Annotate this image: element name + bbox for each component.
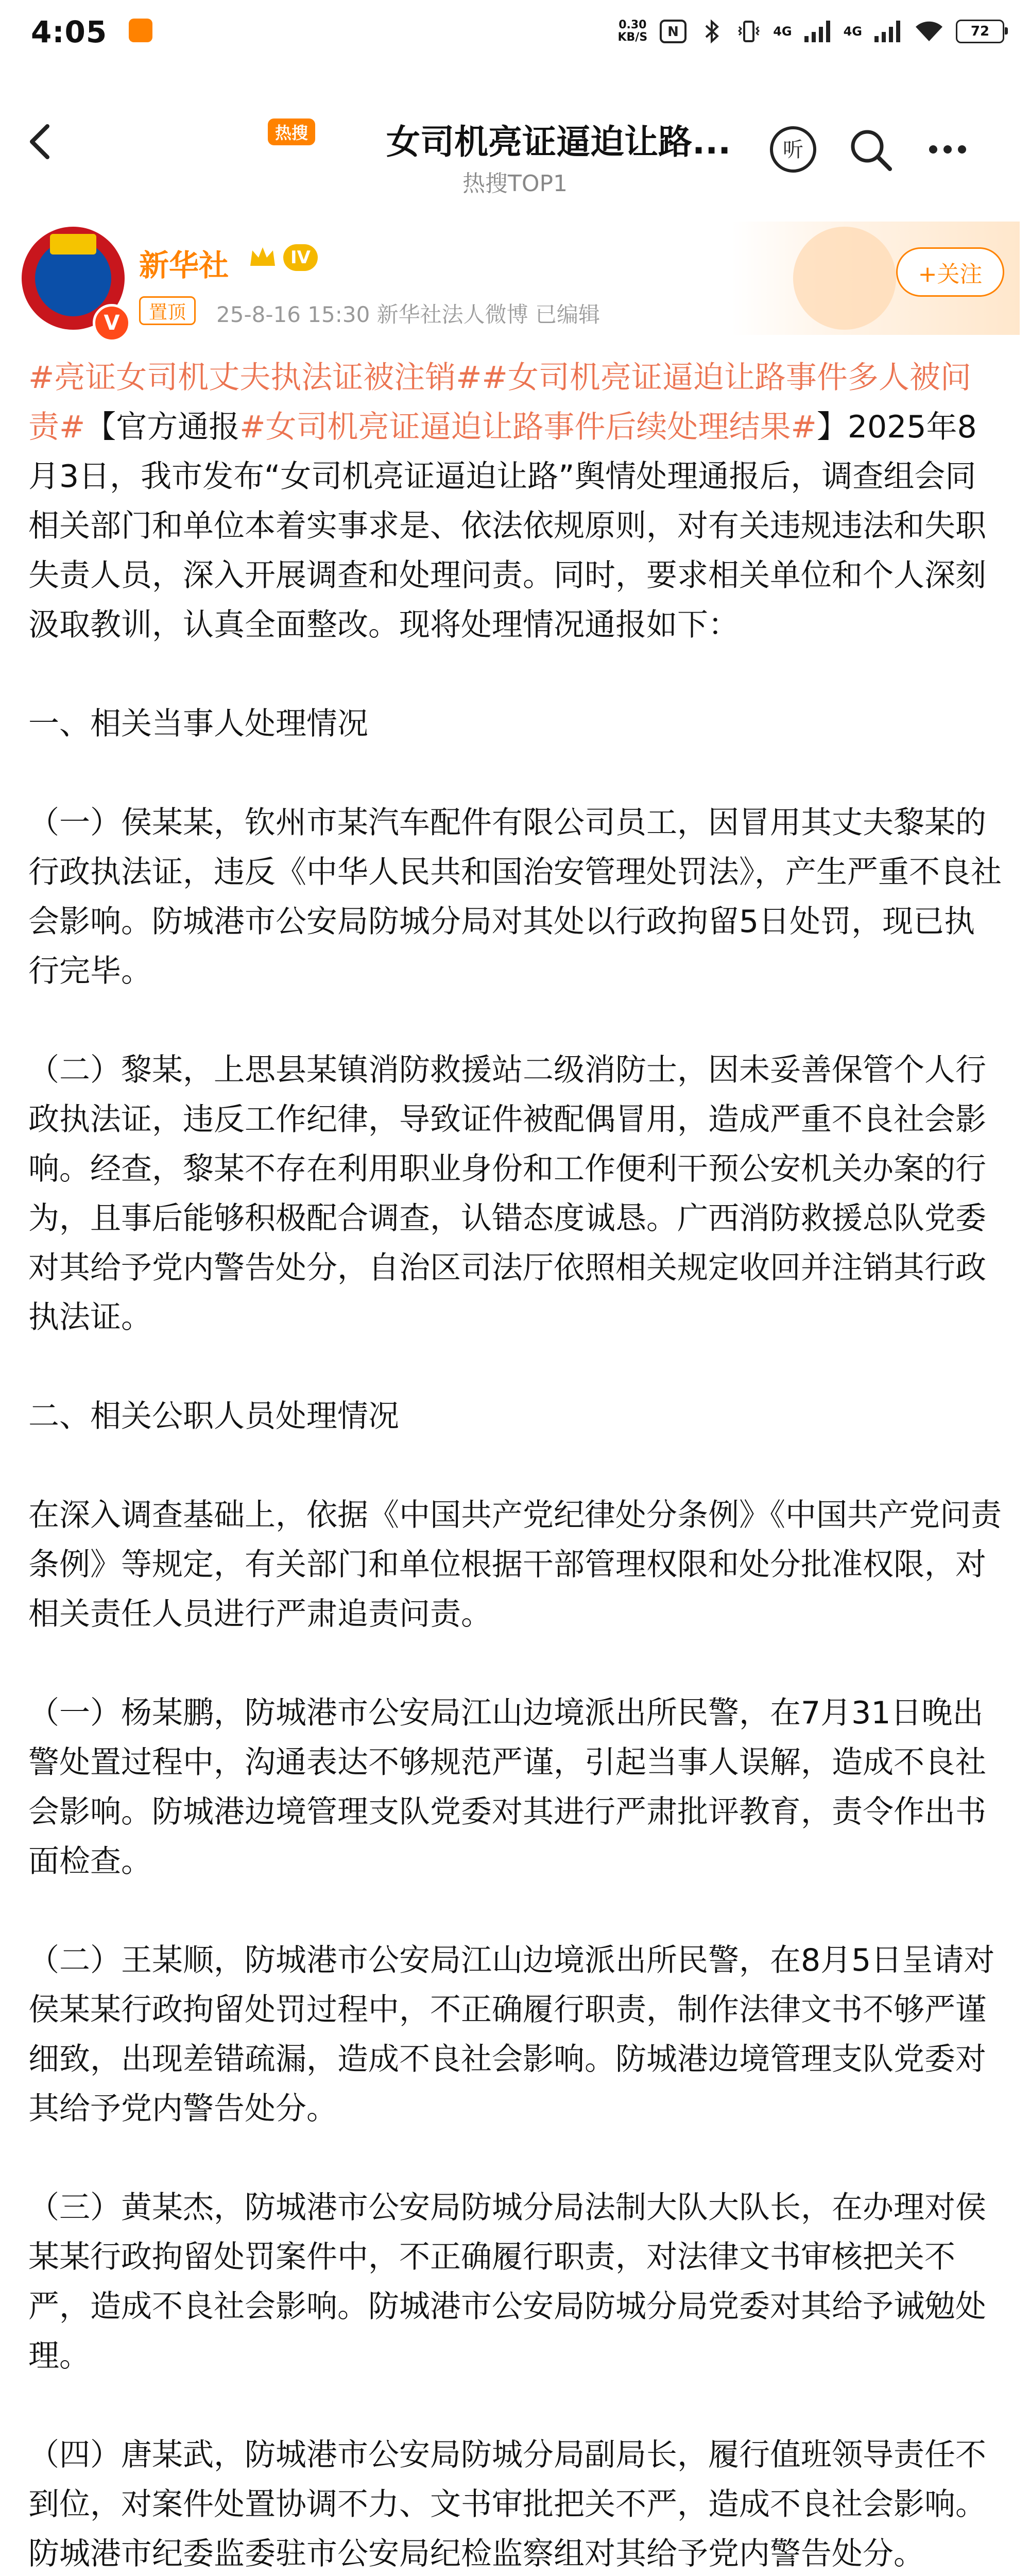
paragraph: （一）侯某某，钦州市某汽车配件有限公司员工，因冒用其丈夫黎某的行政执法证，违反《中华人民共和国治安管理处罚法》，产生严重不良社会影响。防城港市公安局防城分局对其处以行政拘留5日处罚，现已执行完毕。 <box>28 805 1002 989</box>
post-meta: 25-8-16 15:30 新华社法人微博 已编辑 <box>216 302 600 327</box>
listen-button[interactable] <box>767 124 819 175</box>
signal2-label: 4G <box>843 24 862 39</box>
wifi-icon <box>914 20 945 43</box>
verified-badge: V <box>93 304 131 342</box>
paragraph: （二）王某顺，防城港市公安局江山边境派出所民警，在8月5日呈请对侯某某行政拘留处罚过程中，不正确履行职责，制作法律文书不够严谨细致，出现差错疏漏，造成不良社会影响。防城港边境管理支队党委对其给予党内警告处分。 <box>28 1942 995 2127</box>
hot-search-badge: 热搜 <box>268 118 315 145</box>
topic-link-2[interactable]: #女司机亮证逼迫让路事件多人被问责# <box>28 360 971 445</box>
search-icon[interactable] <box>845 124 896 175</box>
nfc-icon <box>659 19 688 44</box>
net-speed <box>617 19 647 44</box>
net-speed-value: 0.30 <box>619 19 647 31</box>
topic-link-3[interactable]: #女司机亮证逼迫让路事件后续处理结果# <box>239 409 817 445</box>
header-decoration-circle <box>793 227 896 330</box>
bluetooth-icon <box>699 19 725 44</box>
cell-signal-icon <box>803 20 832 43</box>
page-subtitle: 热搜TOP1 <box>462 171 568 197</box>
status-bar <box>0 0 1030 62</box>
paragraph: （二）黎某，上思县某镇消防救援站二级消防士，因未妥善保管个人行政执法证，违反工作纪律，导致证件被配偶冒用，造成严重不良社会影响。经查，黎某不存在利用职业身份和工作便利干预公安机关办案的行为，且事后能够积极配合调查，认错态度诚恳。广西消防救援总队党委对其给予党内警告处分，自治区司法厅依照相关规定收回并注销其行政执法证。 <box>28 1052 986 1335</box>
member-level-badge: IV <box>283 244 318 271</box>
avatar-tag <box>50 234 96 255</box>
battery-level: 72 <box>970 24 990 39</box>
weibo-app-icon <box>129 19 152 42</box>
back-icon[interactable] <box>21 121 62 162</box>
topic-link-1[interactable]: #亮证女司机丈夫执法证被注销# <box>28 360 482 396</box>
section-heading-1: 一、相关当事人处理情况 <box>28 706 368 742</box>
status-time: 4:05 <box>31 14 108 49</box>
follow-button[interactable]: +关注 <box>896 247 1004 297</box>
crown-icon <box>247 242 278 273</box>
cell-signal-2-icon <box>873 20 902 43</box>
status-icons <box>617 13 1004 49</box>
signal1-label: 4G <box>773 24 792 39</box>
bracket-open: 【官方通报 <box>85 409 240 445</box>
listen-label: 听 <box>783 138 803 162</box>
paragraph: （三）黄某杰，防城港市公安局防城分局法制大队大队长，在办理对侯某某行政拘留处罚案件中，不正确履行职责，对法律文书审核把关不严，造成不良社会影响。防城港市公安局防城分局党委对其给予诫勉处理。 <box>28 2190 986 2374</box>
section-heading-2: 二、相关公职人员处理情况 <box>28 1398 399 1434</box>
pinned-badge: 置顶 <box>139 296 196 325</box>
author-row <box>0 222 1030 350</box>
author-name[interactable]: 新华社 <box>139 248 229 283</box>
battery-indicator <box>956 20 1004 43</box>
svg-text:N: N <box>667 24 679 40</box>
vibrate-icon <box>736 19 762 44</box>
paragraph: 在深入调查基础上，依据《中国共产党纪律处分条例》《中国共产党问责条例》等规定，有关部门和单位根据干部管理权限和处分批准权限，对相关责任人员进行严肃追责问责。 <box>28 1497 1002 1632</box>
net-speed-unit: KB/S <box>617 31 648 44</box>
page-title: 女司机亮证逼迫让路... <box>386 122 731 162</box>
paragraph: （一）杨某鹏，防城港市公安局江山边境派出所民警，在7月31日晚出警处置过程中，沟通表达不够规范严谨，引起当事人误解，造成不良社会影响。防城港边境管理支队党委对其进行严肃批评教育，责令作出书面检查。 <box>28 1695 986 1879</box>
post-intro <box>28 353 1002 650</box>
nav-bar <box>0 88 1030 201</box>
more-icon[interactable] <box>922 124 973 175</box>
paragraph: （四）唐某武，防城港市公安局防城分局副局长，履行值班领导责任不到位，对案件处置协调不力、文书审批把关不严，造成不良社会影响。防城港市纪委监委驻市公安局纪检监察组对其给予党内警告处分。 <box>28 2437 986 2572</box>
post-body <box>28 353 1002 2576</box>
intro-text: 】2025年8月3日，我市发布“女司机亮证逼迫让路”舆情处理通报后，调查组会同相关部门和单位本着实事求是、依法依规原则，对有关违规违法和失职失责人员，深入开展调查和处理问责。同时，要求相关单位和个人深刻汲取教训，认真全面整改。现将处理情况通报如下： <box>28 409 986 643</box>
